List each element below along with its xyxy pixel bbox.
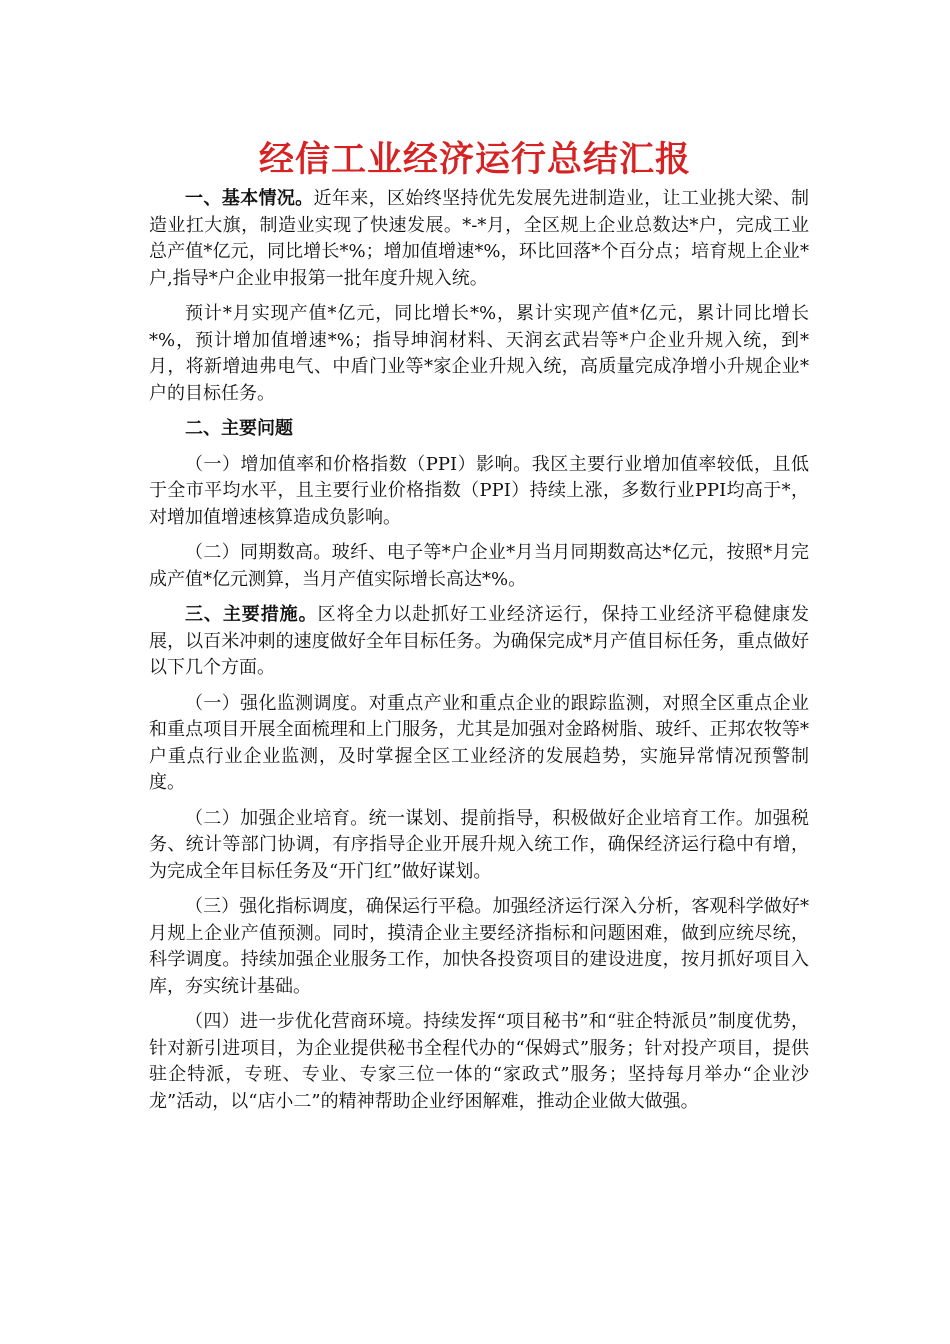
paragraph-measure-3: （三）强化指标调度，确保运行平稳。加强经济运行深入分析，客观科学做好*月规上企业产值预测。同时，摸清企业主要经济指标和问题困难，做到应统尽统，科学调度。持续加强企业服务工作，加快各投资项目的建设进度，按月抓好项目入库，夯实统计基础。 (149, 896, 809, 997)
paragraph-measure-1: （一）强化监测调度。对重点产业和重点企业的跟踪监测，对照全区重点企业和重点项目开展全面梳理和上门服务，尤其是加强对金路树脂、玻纤、正邦农牧等*户重点行业企业监测，及时掌握全区工业经济的发展趋势，实施异常情况预警制度。 (149, 692, 809, 793)
paragraph-problem-2: （二）同期数高。玻纤、电子等*户企业*月当月同期数高达*亿元，按照*月完成产值*亿元测算，当月产值实际增长高达*%。 (149, 542, 809, 590)
paragraph-problem-1: （一）增加值率和价格指数（PPI）影响。我区主要行业增加值率较低，且低于全市平均水平，且主要行业价格指数（PPI）持续上涨，多数行业PPI均高于*，对增加值增速核算造成负影响。 (149, 453, 809, 528)
paragraph-basic-situation (149, 186, 809, 292)
paragraph-text: 近年来，区始终坚持优先发展先进制造业，让工业挑大梁、制造业扛大旗，制造业实现了快速发展。*-*月，全区规上企业总数达*户，完成工业总产值*亿元，同比增长*%；增加值增速*%，环比回落*个百分点；培育规上企业*户,指导*户企业申报第一批年度升规入统。 (149, 188, 809, 289)
section-heading-problems: 二、主要问题 (185, 418, 293, 439)
document-body (149, 186, 809, 1124)
paragraph-measure-2: （二）加强企业培育。统一谋划、提前指导，积极做好企业培育工作。加强税务、统计等部门协调，有序指导企业开展升规入统工作，确保经济运行稳中有增，为完成全年目标任务及“开门红”做好谋划。 (149, 807, 809, 882)
document-title: 经信工业经济运行总结汇报 (258, 140, 691, 180)
section-heading-basic: 一、基本情况。 (185, 188, 314, 209)
paragraph-text: 区将全力以赴抓好工业经济运行，保持工业经济平稳健康发展，以百米冲刺的速度做好全年目标任务。为确保完成*月产值目标任务，重点做好以下几个方面。 (149, 604, 809, 678)
paragraph-forecast: 预计*月实现产值*亿元，同比增长*%，累计实现产值*亿元，累计同比增长*%，预计增加值增速*%；指导坤润材料、天润玄武岩等*户企业升规入统，到*月，将新增迪弗电气、中盾门业等*家企业升规入统，高质量完成净增小升规企业*户的目标任务。 (149, 303, 809, 404)
paragraph-measure-4: （四）进一步优化营商环境。持续发挥“项目秘书”和“驻企特派员”制度优势，针对新引进项目，为企业提供秘书全程代办的“保姆式”服务；针对投产项目，提供驻企特派，专班、专业、专家三位一体的“家政式”服务；坚持每月举办“企业沙龙”活动，以“店小二”的精神帮助企业纾困解难，推动企业做大做强。 (149, 1011, 809, 1112)
section-heading-measures: 三、主要措施。 (185, 604, 318, 625)
paragraph-measures (149, 602, 809, 682)
